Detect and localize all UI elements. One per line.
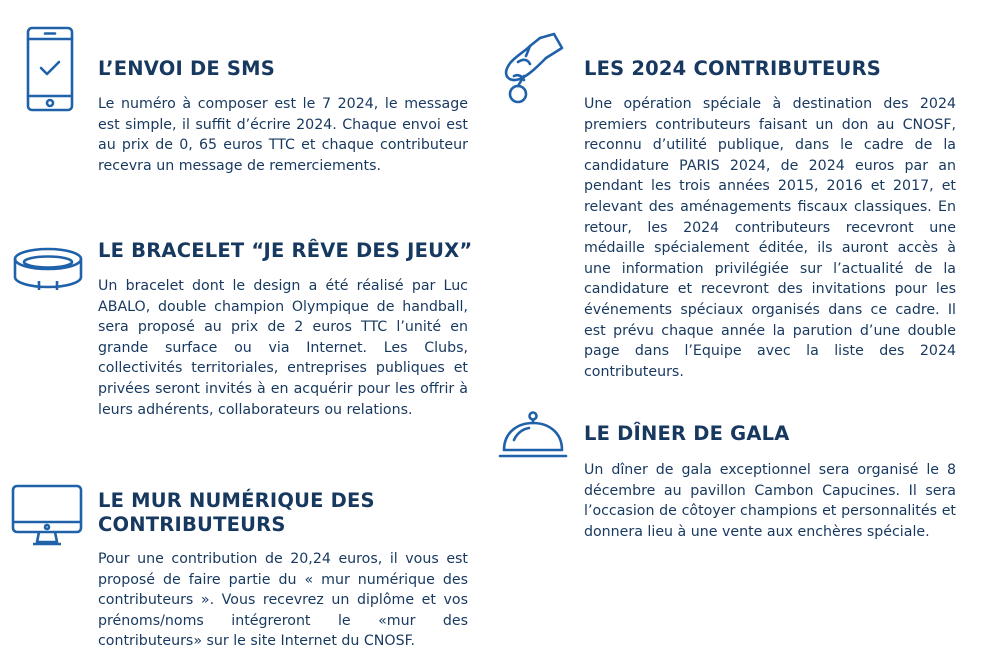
section-title-mur: LE MUR NUMÉRIQUE DES CONTRIBUTEURS bbox=[98, 489, 375, 536]
bracelet-icon bbox=[12, 246, 84, 292]
section-body-mur: Pour une contribution de 20,24 euros, il vous est proposé de faire partie du « mur numérique des contributeurs ». Vous recevrez un diplôme et vos prénoms/noms intégreront le «mur des contributeurs» sur le site Internet du CNOSF. bbox=[98, 551, 468, 650]
section-title-diner: LE DÎNER DE GALA bbox=[584, 422, 790, 445]
section-title-bracelet: LE BRACELET “JE RÊVE DES JEUX” bbox=[98, 239, 473, 262]
section-body-diner: Un dîner de gala exceptionnel sera organisé le 8 décembre au pavillon Cambon Capucines. Il sera l’occasion de côtoyer champions et personnalités et donnera lieu à une vente aux enchères spéciale. bbox=[584, 462, 956, 540]
smartphone-check-icon bbox=[26, 26, 74, 112]
section-body-sms: Le numéro à composer est le 7 2024, le message est simple, il suffit d’écrire 2024. Chaque envoi est au prix de 0, 65 euros TTC et chaque contributeur recevra un message de remerciements. bbox=[98, 96, 468, 174]
section-title-contributeurs: LES 2024 CONTRIBUTEURS bbox=[584, 57, 882, 80]
monitor-icon bbox=[11, 484, 83, 548]
cloche-icon bbox=[498, 410, 568, 458]
hand-medal-icon bbox=[500, 32, 566, 104]
section-body-bracelet: Un bracelet dont le design a été réalisé par Luc ABALO, double champion Olympique de handball, sera proposé au prix de 2 euros TTC l’unité en grande surface ou via Internet. Les Clubs, collectivités territoriales, entreprises publiques et privées seront invités à en acquérir pour les offrir à leurs adhérents, collaborateurs ou relations. bbox=[98, 278, 468, 418]
section-body-contributeurs: Une opération spéciale à destination des 2024 premiers contributeurs faisant un don au CNOSF, reconnu d’utilité publique, dans le cadre de la candidature PARIS 2024, de 2024 euros par an pendant les trois années 2015, 2016 et 2017, et relevant des aménagements fiscaux classiques. En retour, les 2024 contributeurs recevront une médaille spécialement éditée, ils auront accès à une information privilégiée sur l’actualité de la candidature et recevront des invitations pour les événements spéciaux organisés dans ce cadre. Il est prévu chaque année la parution d’une double page dans l’Equipe avec la liste des 2024 contributeurs. bbox=[584, 96, 956, 380]
section-title-sms: L’ENVOI DE SMS bbox=[98, 57, 275, 80]
